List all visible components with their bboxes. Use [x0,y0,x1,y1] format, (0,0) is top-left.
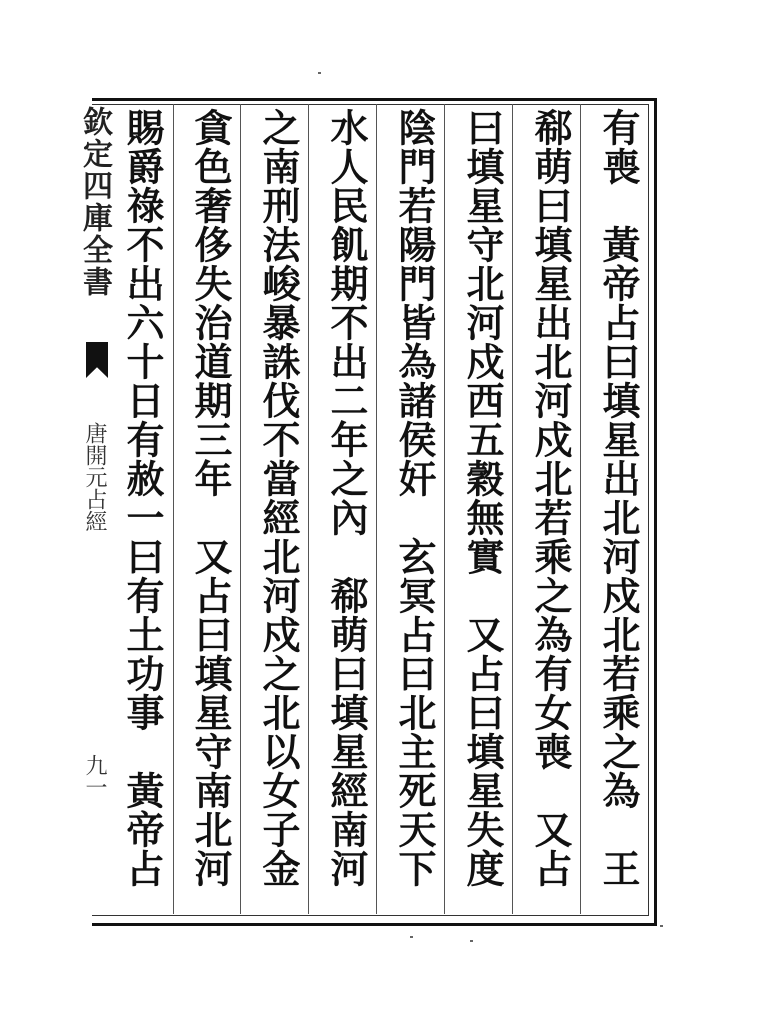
text-column-8: 賜爵祿不出六十日有赦一曰有土功事 黃帝占 [120,108,165,888]
page-margin [76,104,112,914]
column-rule [512,104,513,914]
text-column-1: 有喪 黃帝占曰填星出北河戍北若乘之為 王 [596,108,641,888]
text-column-6: 之南刑法峻暴誅伐不當經北河戍之北以女子金 [256,108,301,888]
text-column-2: 郗萌曰填星出北河戍北若乘之為有女喪 又占 [528,108,573,888]
scan-speck [470,940,473,942]
column-rule [240,104,241,914]
scan-speck [660,925,663,927]
column-rule [173,104,174,914]
scan-speck [410,936,413,938]
text-column-5: 水人民飢期不出二年之內 郗萌曰填星經南河 [324,108,369,888]
book-title: 欽定四庫全書 [77,106,112,298]
column-rule [376,104,377,914]
column-rule [580,104,581,914]
chapter-title: 唐開元占經 [82,422,107,532]
text-column-7: 貪色奢侈失治道期三年 又占曰填星守南北河 [188,108,233,888]
scan-speck [318,72,321,74]
text-column-4: 陰門若陽門皆為諸侯奸 玄冥占曰北主死天下 [392,108,437,888]
column-rule [308,104,309,914]
text-column-3: 曰填星守北河戍西五穀無實 又占曰填星失度 [460,108,505,888]
column-rule [444,104,445,914]
page-number: 九一 [82,754,107,798]
